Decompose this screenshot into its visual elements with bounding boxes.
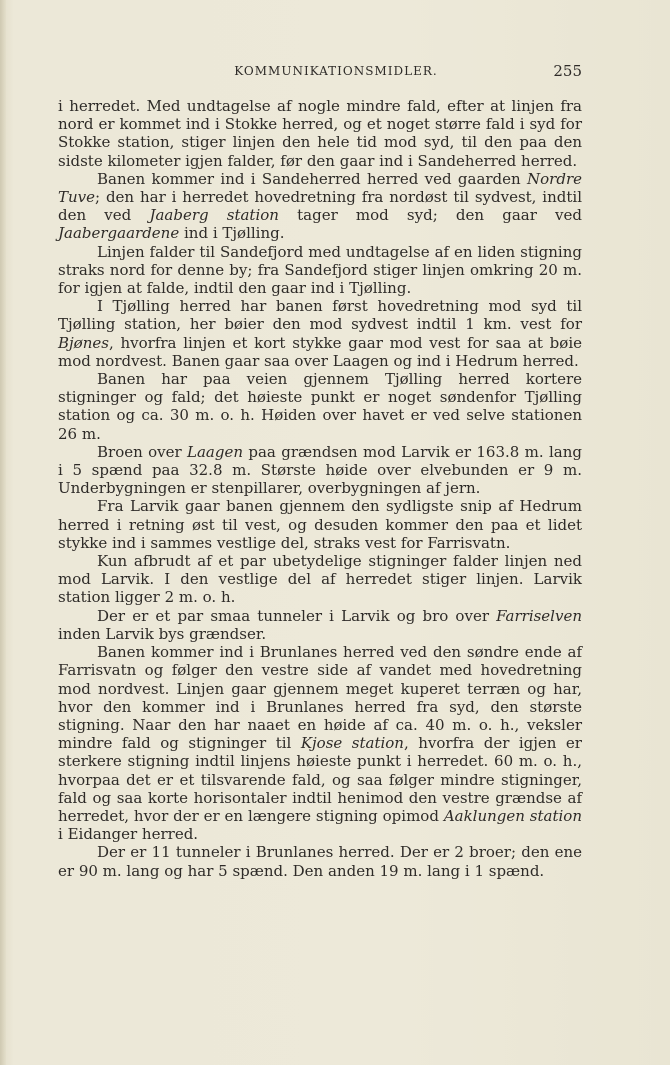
paragraph — [58, 370, 582, 443]
text-run: Broen over — [97, 442, 188, 461]
place-name: Kjose station — [300, 734, 404, 753]
paragraph — [58, 497, 582, 552]
text-run: ind i Tjølling. — [179, 224, 285, 243]
paragraph — [58, 607, 582, 643]
page-number: 255 — [553, 62, 582, 80]
text-run: I Tjølling herred har banen først hovedretning mod syd til Tjølling station, her bøier den mod sydvest indtil 1 km. vest for — [58, 297, 582, 334]
paragraph — [58, 243, 582, 298]
text-run: , hvorfra der igjen er sterkere stigning indtil linjens høieste punkt i herredet. 60 m. o. h., hvorpaa det er et tilsvarende fald, og saa følger mindre stigninger, fald og saa korte horisontaler indtil henimod den vestre grændse af herredet, hvor der er en længere stigning opimod — [58, 734, 582, 825]
paragraph — [58, 843, 582, 879]
text-run: Kun afbrudt af et par ubetydelige stigninger falder linjen ned mod Larvik. I den vestlige del af herredet stiger linjen. Larvik station ligger 2 m. o. h. — [58, 552, 582, 607]
text-run: Der er 11 tunneler i Brunlanes herred. Der er 2 broer; den ene er 90 m. lang og har 5 spænd. Den anden 19 m. lang i 1 spænd. — [58, 843, 582, 880]
paragraph — [58, 552, 582, 607]
text-run: ; den har i herredet hovedretning fra nordøst til sydvest, indtil den ved — [58, 188, 582, 225]
text-run: Der er et par smaa tunneler i Larvik og bro over — [97, 606, 497, 625]
paragraph — [58, 643, 582, 843]
place-name: Jaabergaardene — [58, 224, 180, 243]
place-name: Jaaberg station — [149, 206, 279, 225]
running-head: KOMMUNIKATIONSMIDLER. — [234, 64, 438, 78]
text-run: Banen har paa veien gjennem Tjølling herred kortere stigninger og fald; det høieste punkt er noget søndenfor Tjølling station og ca. 30 m. o. h. Høiden over havet er ved selve stationen 26 m. — [58, 370, 582, 443]
place-name: Laagen — [187, 442, 244, 461]
text-run: Fra Larvik gaar banen gjennem den sydligste snip af Hedrum herred i retning øst til vest, og desuden kommer den paa et lidet stykke ind i sammes vestlige del, straks vest for Farrisvatn. — [58, 497, 582, 552]
text-run: i herredet. Med undtagelse af nogle mindre fald, efter at linjen fra nord er kommet ind i Stokke herred, og et noget større fald i syd for Stokke station, stiger linjen den hele tid mod syd, til den paa den sidste kilometer igjen falder, før den gaar ind i Sandeherred herred. — [58, 97, 582, 170]
body-text — [58, 97, 582, 880]
text-run: inden Larvik bys grændser. — [58, 624, 267, 643]
text-run: Banen kommer ind i Brunlanes herred ved den søndre ende af Farrisvatn og følger den vestre side af vandet med hovedretning mod nordvest. Linjen gaar gjennem meget kuperet terræn og har, hvor den kommer ind i Brunlanes herred fra syd, den største stigning. Naar den har naaet en høide af ca. 40 m. o. h., veksler mindre fald og stigninger til — [58, 643, 582, 753]
place-name: Farriselven — [496, 606, 582, 625]
paragraph — [58, 170, 582, 243]
page-gutter — [0, 0, 6, 1065]
place-name: Aaklungen station — [443, 806, 582, 825]
paragraph — [58, 443, 582, 498]
text-run: i Eidanger herred. — [58, 825, 199, 844]
text-run: Linjen falder til Sandefjord med undtagelse af en liden stigning straks nord for denne by; fra Sandefjord stiger linjen omkring 20 m. for igjen at falde, indtil den gaar ind i Tjølling. — [58, 242, 582, 298]
text-run: tager mod syd; den gaar ved — [278, 206, 583, 225]
text-run: Banen kommer ind i Sandeherred herred ved gaarden — [97, 169, 528, 188]
page-header — [90, 62, 582, 82]
text-run: , hvorfra linjen et kort stykke gaar mod vest for saa at bøie mod nordvest. Banen gaar saa over Laagen og ind i Hedrum herred. — [58, 333, 582, 370]
place-name: Bjønes — [58, 333, 109, 352]
paragraph — [58, 297, 582, 370]
paragraph — [58, 97, 582, 170]
text-run: paa grændsen mod Larvik er 163.8 m. lang i 5 spænd paa 32.8 m. Største høide over elvebunden er 9 m. Underbygningen er stenpillarer, overbygningen af jern. — [58, 442, 582, 498]
place-name: Nordre Tuve — [58, 169, 582, 207]
